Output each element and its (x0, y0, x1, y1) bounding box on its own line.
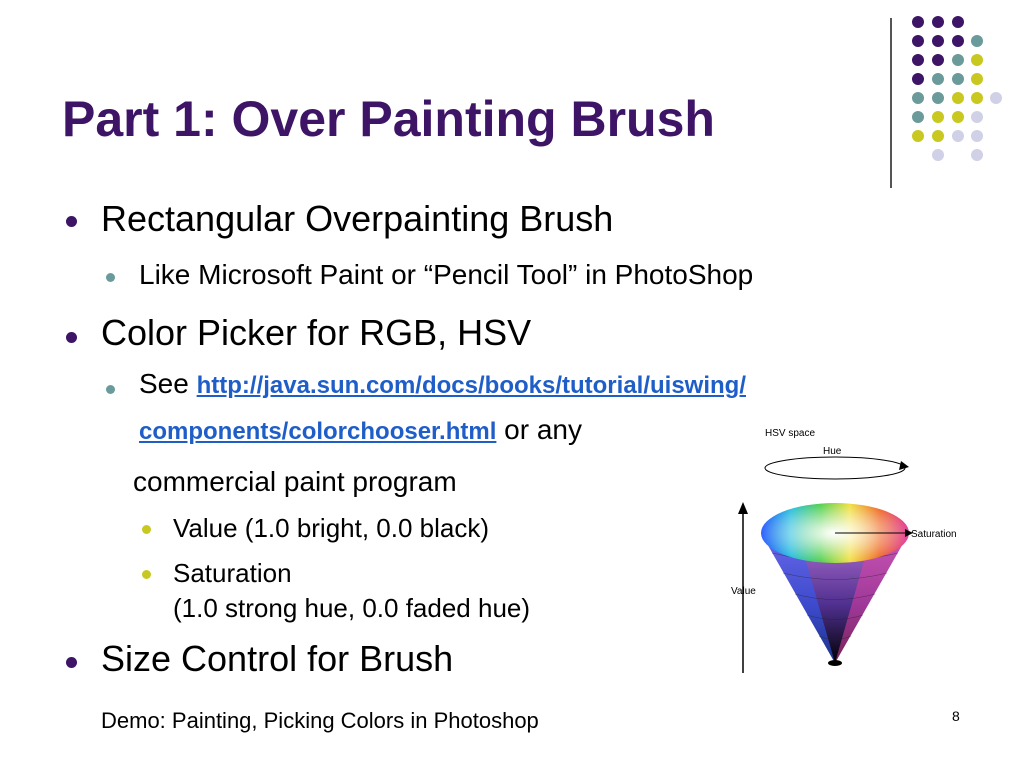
commercial-paint-program-text: commercial paint program (133, 466, 457, 497)
dot-row-7 (912, 130, 983, 142)
bullet-dot (66, 332, 77, 343)
bullet-dot (66, 657, 77, 668)
sub-sub-bullet-saturation-desc: (1.0 strong hue, 0.0 faded hue) (173, 593, 531, 623)
bullet-size-control: Size Control for Brush (101, 638, 454, 679)
page-number: 8 (952, 708, 960, 724)
hsv-cone (761, 503, 909, 666)
dot-row-3 (912, 54, 983, 66)
sub-bullet-see-link-cont (139, 414, 582, 446)
sub-bullet-dot (106, 273, 115, 282)
java-tutorial-link-part2[interactable]: components/colorchooser.html (139, 418, 497, 445)
or-any-text: or any (504, 414, 582, 445)
dot-row-1 (912, 16, 964, 28)
bullet-color-picker: Color Picker for RGB, HSV (101, 312, 532, 353)
sub-bullet-microsoft-paint: Like Microsoft Paint or “Pencil Tool” in PhotoShop (139, 259, 754, 290)
value-label: Value (731, 586, 756, 597)
sub-sub-bullet-dot (142, 570, 151, 579)
sub-sub-bullet-dot (142, 525, 151, 534)
sub-bullet-see-link (139, 368, 746, 400)
hue-label: Hue (823, 446, 842, 457)
sub-bullet-dot (106, 385, 115, 394)
see-label: See (139, 368, 189, 399)
hsv-cone-diagram (725, 418, 975, 680)
java-tutorial-link-part1[interactable]: http://java.sun.com/docs/books/tutorial/uiswing/ (196, 372, 746, 399)
dot-row-8 (932, 149, 983, 161)
bullet-rectangular-brush: Rectangular Overpainting Brush (101, 198, 614, 239)
hsv-space-label: HSV space (765, 428, 816, 439)
dot-row-5 (912, 92, 1002, 104)
dot-row-2 (912, 35, 983, 47)
hue-rotation-arrow (765, 457, 909, 479)
sub-sub-bullet-saturation: Saturation (173, 558, 292, 588)
dot-row-6 (912, 111, 983, 123)
dot-row-4 (912, 73, 983, 85)
slide-title: Part 1: Over Painting Brush (62, 91, 715, 147)
bullet-dot (66, 216, 77, 227)
saturation-label: Saturation (911, 529, 957, 540)
sub-sub-bullet-value: Value (1.0 bright, 0.0 black) (173, 513, 490, 543)
title-divider-line (890, 18, 892, 188)
demo-note: Demo: Painting, Picking Colors in Photoshop (101, 708, 539, 733)
